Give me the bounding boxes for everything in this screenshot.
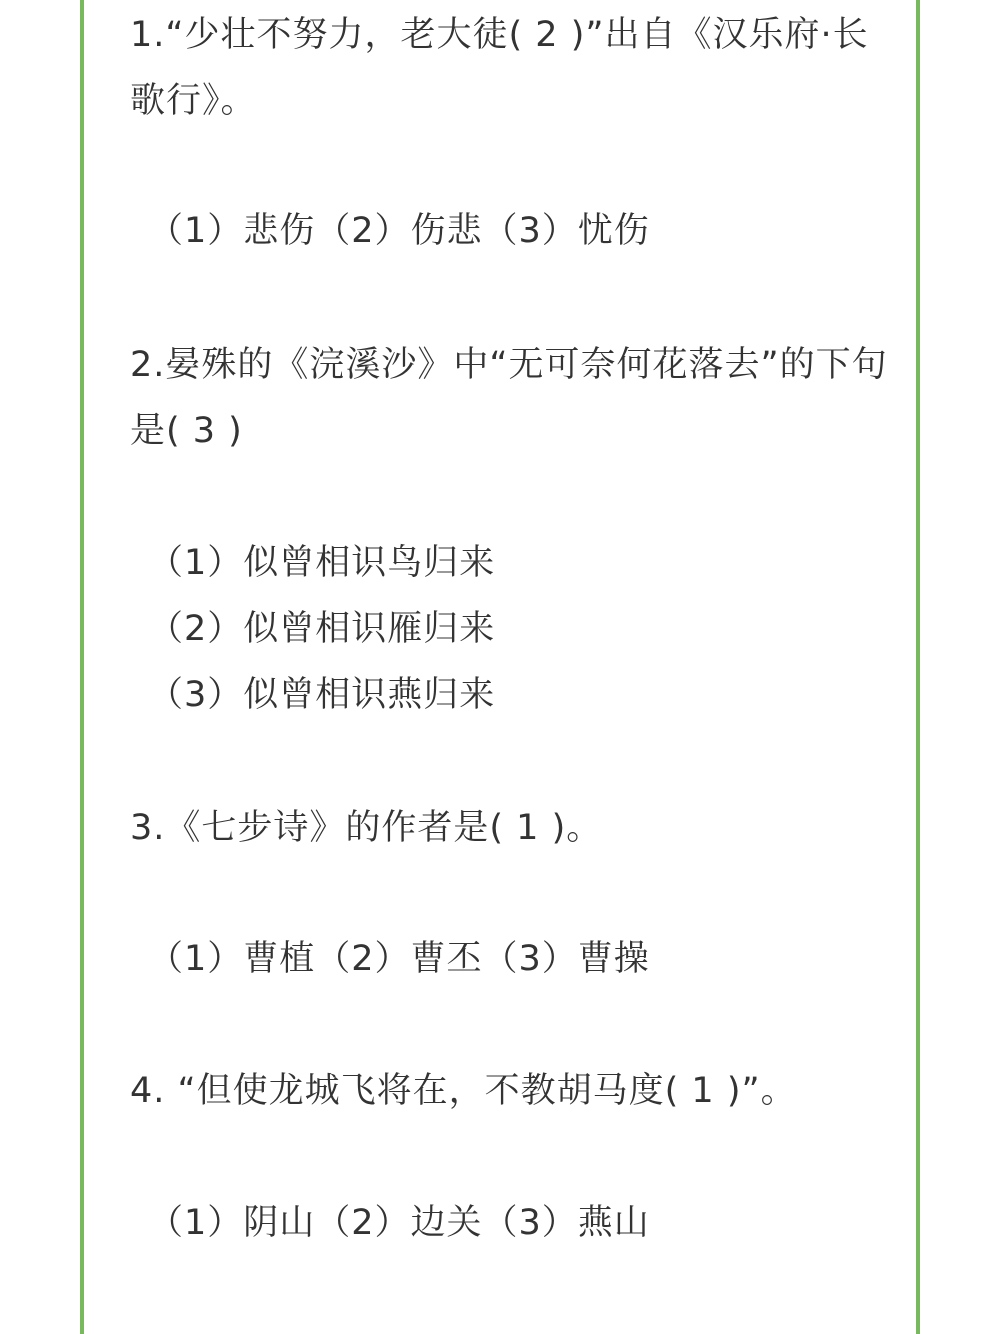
question-4 xyxy=(130,1058,890,1124)
question-2-text: 2.晏殊的《浣溪沙》中“无可奈何花落去”的下句是( 3 ) xyxy=(130,345,888,451)
question-2-option-2: （2）似曾相识雁归来 xyxy=(148,609,496,649)
question-1-options xyxy=(130,198,890,264)
question-1-option-line: （1）悲伤（2）伤悲（3）忧伤 xyxy=(148,211,650,251)
question-1-text: 1.“少壮不努力，老大徒( 2 )”出自《汉乐府·长歌行》。 xyxy=(130,15,869,121)
question-3-text: 3.《七步诗》的作者是( 1 )。 xyxy=(130,808,603,848)
question-1 xyxy=(130,2,890,134)
question-3-option-line: （1）曹植（2）曹丕（3）曹操 xyxy=(148,939,650,979)
question-4-option-line: （1）阴山（2）边关（3）燕山 xyxy=(148,1203,650,1243)
right-green-border xyxy=(916,0,920,1334)
question-2 xyxy=(130,332,890,464)
question-4-options xyxy=(130,1190,890,1256)
question-2-option-1: （1）似曾相识鸟归来 xyxy=(148,543,496,583)
question-4-text: 4. “但使龙城飞将在，不教胡马度( 1 )”。 xyxy=(130,1071,797,1111)
question-2-options xyxy=(130,530,890,728)
left-green-border xyxy=(80,0,84,1334)
question-3-options xyxy=(130,926,890,992)
question-2-option-3: （3）似曾相识燕归来 xyxy=(148,675,496,715)
question-3 xyxy=(130,795,890,861)
